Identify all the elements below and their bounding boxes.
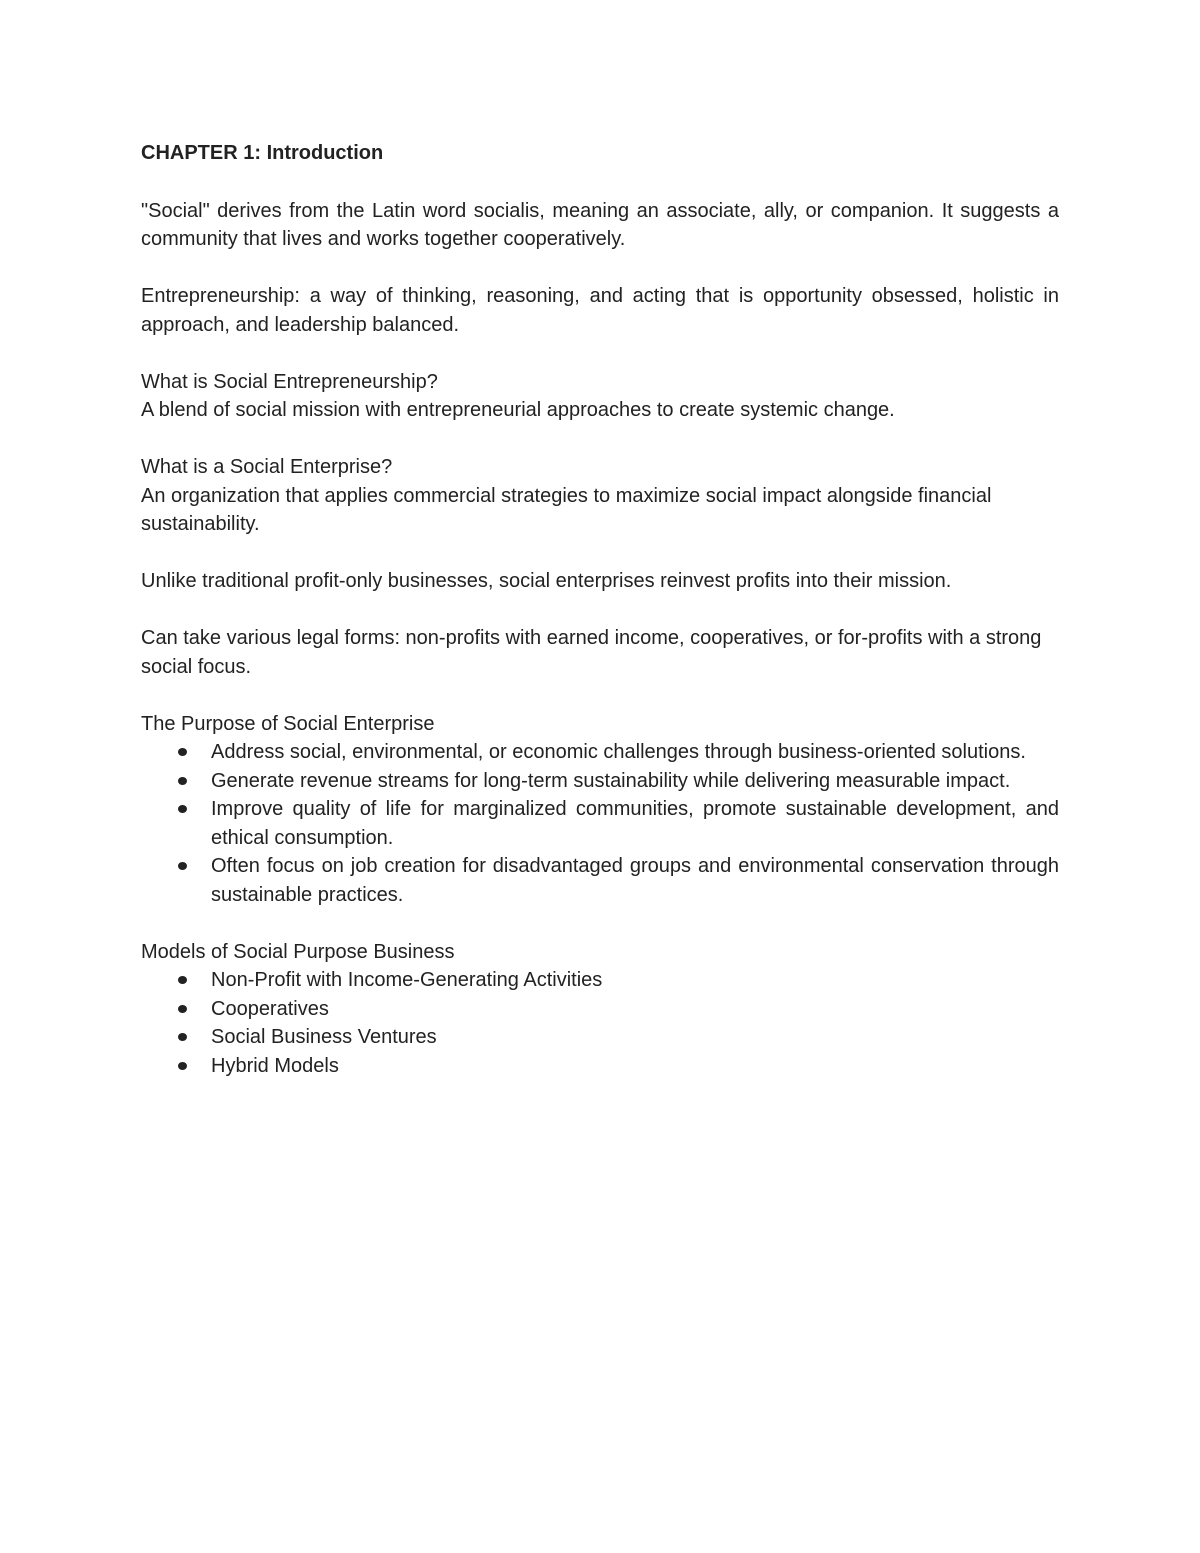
- list-item-text: Non-Profit with Income-Generating Activities: [211, 969, 603, 991]
- list-item-text: Address social, environmental, or economic challenges through business-oriented solutions.: [211, 741, 1026, 763]
- entrepreneurship-definition-paragraph: Entrepreneurship: a way of thinking, reasoning, and acting that is opportunity obsessed, holistic in approach, and leadership balanced.: [141, 285, 1059, 336]
- bullet-icon: [178, 862, 187, 870]
- bullet-icon: [178, 777, 187, 785]
- document-page: [141, 139, 1059, 1109]
- social-entrepreneurship-section: [141, 368, 1059, 425]
- list-item: [141, 995, 1059, 1024]
- social-definition-paragraph: "Social" derives from the Latin word socialis, meaning an associate, ally, or companion. It suggests a community that lives and works together cooperatively.: [141, 199, 1059, 250]
- legal-forms-paragraph: Can take various legal forms: non-profits with earned income, cooperatives, or for-profits with a strong social focus.: [141, 627, 1042, 678]
- list-item: [141, 795, 1059, 852]
- social-entrepreneurship-question: What is Social Entrepreneurship?: [141, 370, 438, 393]
- list-item-text: Social Business Ventures: [211, 1026, 437, 1048]
- list-item: [141, 767, 1059, 796]
- social-enterprise-question: What is a Social Enterprise?: [141, 456, 393, 478]
- bullet-icon: [178, 805, 187, 813]
- list-item: [141, 1052, 1059, 1081]
- list-item-text: Improve quality of life for marginalized communities, promote sustainable development, and ethical consumption.: [211, 798, 1059, 849]
- list-item: [141, 966, 1059, 995]
- bullet-icon: [178, 1062, 187, 1070]
- purpose-section: [141, 710, 1059, 910]
- bullet-icon: [178, 976, 187, 984]
- unlike-traditional-paragraph: Unlike traditional profit-only businesses, social enterprises reinvest profits into their mission.: [141, 570, 952, 592]
- list-item: [141, 1023, 1059, 1052]
- purpose-heading: The Purpose of Social Enterprise: [141, 712, 435, 735]
- social-enterprise-answer: An organization that applies commercial strategies to maximize social impact alongside financial sustainability.: [141, 484, 992, 535]
- models-list: [141, 966, 1059, 1080]
- list-item-text: Generate revenue streams for long-term sustainability while delivering measurable impact.: [211, 769, 1011, 792]
- list-item-text: Hybrid Models: [211, 1054, 339, 1077]
- bullet-icon: [178, 1005, 187, 1013]
- list-item: [141, 738, 1059, 767]
- social-enterprise-section: [141, 453, 1059, 539]
- list-item-text: Often focus on job creation for disadvantaged groups and environmental conservation through sustainable practices.: [211, 855, 1059, 906]
- chapter-title: CHAPTER 1: Introduction: [141, 142, 384, 164]
- purpose-list: [141, 738, 1059, 909]
- models-heading: Models of Social Purpose Business: [141, 940, 455, 963]
- social-entrepreneurship-answer: A blend of social mission with entrepreneurial approaches to create systemic change.: [141, 399, 895, 421]
- bullet-icon: [178, 748, 187, 756]
- list-item-text: Cooperatives: [211, 997, 329, 1020]
- bullet-icon: [178, 1033, 187, 1041]
- models-section: [141, 938, 1059, 1081]
- list-item: [141, 852, 1059, 909]
